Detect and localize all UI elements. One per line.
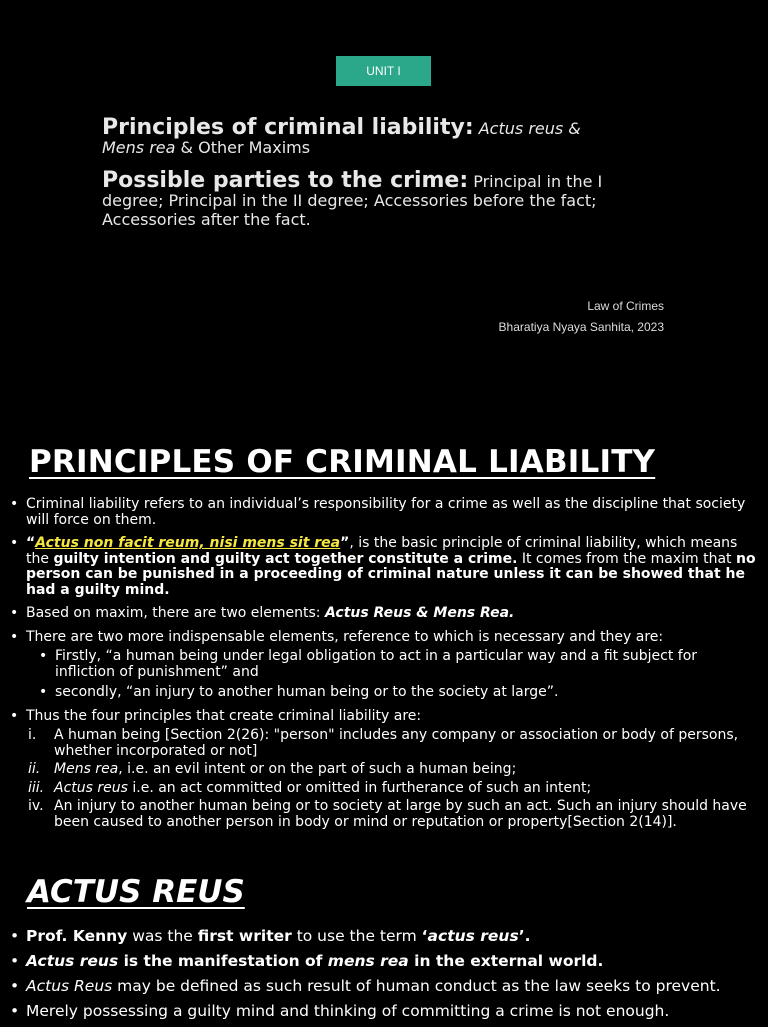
principle-actus-reus-label: Actus reus (54, 779, 128, 796)
bullet-icon: • (10, 628, 19, 645)
principle-mens-rea: , i.e. an evil intent or on the part of such a human being; (118, 761, 517, 777)
roman-numeral: iv. (28, 798, 44, 814)
list-item (10, 952, 760, 970)
list-item (10, 536, 758, 598)
roman-list-item (26, 799, 758, 830)
unit-badge: UNIT I (336, 56, 431, 86)
manifestation-text-1: is the manifestation of (118, 952, 328, 970)
kenny-term: actus reus (427, 927, 519, 945)
definition-text: may be defined as such result of human conduct as the law seeks to prevent. (112, 977, 721, 995)
list-item (10, 927, 760, 945)
manifestation-actus: Actus reus (26, 952, 119, 970)
heading-mens-rea: Mens rea (102, 138, 176, 157)
kenny-text-2: to use the term (291, 927, 422, 945)
sub-item-firstly: Firstly, “a human being under legal obligation to act in a particular way and a fit subject for infliction of punishment” and (55, 648, 698, 680)
principle-actus-reus: i.e. an act committed or omitted in furtherance of such an intent; (127, 779, 592, 796)
bullet-icon: • (10, 535, 19, 551)
bullet-icon: • (39, 684, 48, 700)
kenny-quote-open: ‘ (421, 927, 428, 945)
kenny-name: Prof. Kenny (26, 927, 128, 945)
heading-actus-reus: Actus reus & (478, 119, 581, 138)
principle-injury: An injury to another human being or to society at large by such an act. Such an injury should have been caused to another person in body or mind or reputation or property[Section 2(14)]. (54, 798, 747, 830)
bullet-icon: • (39, 648, 48, 664)
roman-numeral: iii. (28, 779, 45, 796)
list-item (10, 709, 758, 831)
roman-numeral: i. (28, 727, 37, 743)
kenny-first-writer: first writer (197, 927, 292, 945)
roman-list (26, 728, 758, 830)
heading-parties-text: Principal in the I degree; Principal in the II degree; Accessories before the fact; Accessories after the fact. (102, 172, 603, 229)
kenny-text-1: was the (127, 927, 198, 945)
credit-act: Bharatiya Nyaya Sanhita, 2023 (498, 320, 664, 334)
title-block (102, 115, 662, 243)
credit-subject: Law of Crimes (587, 299, 664, 313)
definition-actus-term: Actus Reus (26, 977, 113, 995)
actus-reus-title: ACTUS REUS (27, 874, 245, 910)
actus-reus-list (10, 927, 760, 1027)
title-heading-principles (102, 115, 662, 157)
sub-item-secondly: secondly, “an injury to another human being or to the society at large”. (55, 684, 559, 700)
principle-definition: Criminal liability refers to an individual’s responsibility for a crime as well as the discipline that society will force on them. (26, 496, 746, 528)
sub-list-item (26, 685, 758, 701)
roman-numeral: ii. (28, 761, 41, 777)
title-heading-parties (102, 168, 662, 229)
bullet-icon: • (10, 977, 20, 995)
manifestation-text-2: in the external world. (408, 952, 604, 970)
slide-credits (499, 296, 664, 338)
kenny-quote-close: ’. (518, 927, 531, 945)
roman-list-item (26, 762, 758, 778)
maxim-bold-guilty: guilty intention and guilty act together constitute a crime. (53, 550, 518, 567)
four-principles-text: Thus the four principles that create criminal liability are: (26, 707, 422, 724)
maxim-origin: It comes from the maxim that (517, 550, 736, 567)
maxim-explanation: , is the basic principle of criminal liability, which means the (26, 535, 738, 567)
manifestation-mens: mens rea (327, 952, 409, 970)
principles-title: PRINCIPLES OF CRIMINAL LIABILITY (29, 444, 656, 480)
roman-list-item (26, 728, 758, 759)
maxim-text: Actus non facit reum, nisi mens sit rea (35, 535, 341, 551)
principle-human-being: A human being [Section 2(26): "person" includes any company or association or body of persons, whether incorporated or not] (54, 727, 739, 759)
bullet-icon: • (10, 952, 20, 970)
elements-text: Based on maxim, there are two elements: (26, 605, 325, 621)
maxim-bold-no-person: no person can be punished in a proceeding of criminal nature unless it can be showed that he had a guilty mind. (26, 550, 756, 598)
roman-list-item (26, 781, 758, 797)
maxim-open-quote: “ (26, 535, 36, 551)
principle-mens-rea-label: Mens rea (54, 761, 119, 777)
list-item (10, 977, 760, 995)
principles-list (10, 497, 758, 838)
elements-bold: Actus Reus & Mens Rea. (324, 605, 515, 621)
heading-parties-label: Possible parties to the crime: (102, 168, 469, 193)
bullet-icon: • (10, 496, 19, 512)
bullet-icon: • (10, 605, 19, 621)
bullet-icon: • (10, 927, 20, 945)
guilty-mind-text: Merely possessing a guilty mind and thinking of committing a crime is not enough. (26, 1002, 670, 1020)
maxim-close-quote: ” (340, 535, 350, 551)
list-item (10, 606, 758, 622)
list-item (10, 1002, 760, 1020)
list-item (10, 630, 758, 701)
sub-list-item (26, 649, 758, 680)
sub-list (26, 649, 758, 701)
bullet-icon: • (10, 707, 19, 724)
bullet-icon: • (10, 1002, 20, 1020)
heading-principles-label: Principles of criminal liability: (102, 115, 474, 140)
indispensable-elements-text: There are two more indispensable elements, reference to which is necessary and they are: (26, 628, 664, 645)
list-item (10, 497, 758, 528)
heading-other-maxims: & Other Maxims (180, 138, 311, 157)
